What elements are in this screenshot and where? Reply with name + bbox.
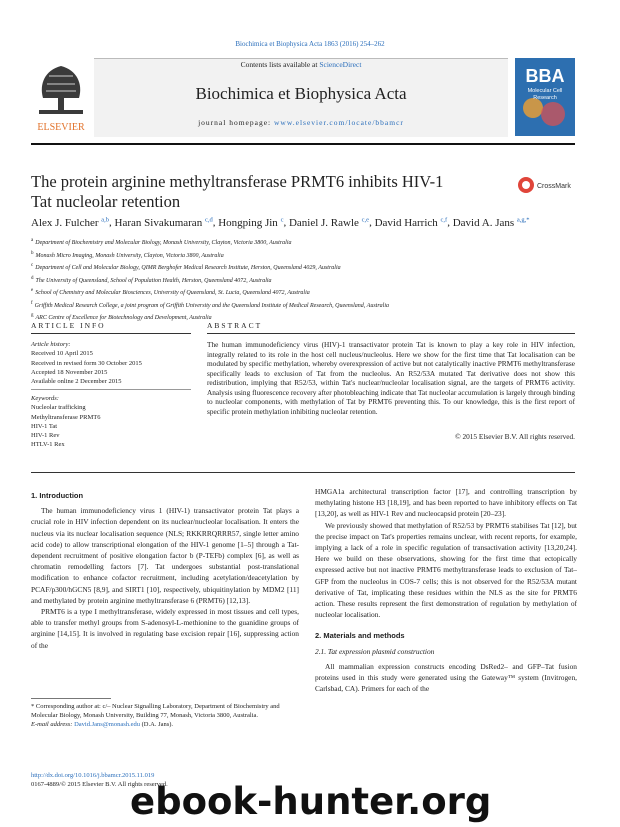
affiliation: $^b$ Monash Micro Imaging, Monash University, Clayton, Victoria 3800, Australia	[31, 250, 224, 259]
header-rule	[31, 143, 575, 145]
affiliation: $^a$ Department of Biochemistry and Molecular Biology, Monash University, Clayton, Victoria 3800, Australia	[31, 238, 292, 246]
article-info-rule	[31, 333, 191, 334]
email-label: E-mail address:	[31, 721, 75, 728]
keyword: HIV-1 Rev	[31, 432, 60, 440]
keyword: Methyltransferase PRMT6	[31, 413, 101, 421]
paragraph: We previously showed that methylation of R52/53 by PRMT6 stabilises Tat [12], but the precise impact on Tat's properties remains unclear, with recent reports, for example, implying a lack of a role in specific regulation of transactivation activity [13,20,24]. Here we build on these observations, showing for the first time that ectopically expressed active but not inactive PRMT6 methyltransferase leads to exclusion of Tat–GFP from the nucleolus in COS-7 cells; this is not observed for the R52/53A mutant derivative of Tat, implicating these residues within the NLS as the site for PRMT6 action. These results represent the first demonstration of regulation by methylation of nucleolar localisation.	[315, 520, 577, 620]
abstract-end-rule	[31, 472, 575, 473]
keywords	[31, 394, 191, 450]
article-info-label: ARTICLE INFO	[31, 321, 106, 330]
article-history	[31, 340, 191, 386]
body-column-right	[315, 486, 577, 694]
keyword: HTLV-1 Rex	[31, 441, 65, 449]
keywords-rule	[31, 389, 191, 390]
history-item: Available online 2 December 2015	[31, 378, 122, 386]
svg-text:ELSEVIER: ELSEVIER	[37, 122, 85, 133]
affiliation: $^c$ Department of Cell and Molecular Biology, QIMR Berghofer Medical Research Institute, Herston, Queensland 4029, Australia	[31, 263, 341, 271]
affiliation: $^f$ Griffith Medical Research College, a joint program of Griffith University and the Queensland Institute of Medical Research, Queensland, Australia	[31, 300, 390, 309]
corresponding-author-note: * Corresponding author at: c/– Nuclear Signalling Laboratory, Department of Biochemistry and Molecular Biology, Monash University, Building 77, Monash, Victoria 3800, Australia.	[31, 703, 280, 719]
history-label: Article history:	[31, 341, 71, 348]
author[interactable]: Haran Sivakumaran $^{c,d}$	[114, 216, 213, 229]
crossmark-badge[interactable]	[517, 176, 579, 194]
paragraph: PRMT6 is a type I methyltransferase, widely expressed in most tissues and cell types, able to transfer methyl groups from S-adenosyl-L-methionine to the guanidine groups of arginine [14,15]. It is involved in regulating base excision repair [16], suppressing action of the	[31, 607, 299, 650]
footnote-rule	[31, 698, 111, 699]
abstract-rule	[207, 333, 575, 334]
issn-line: 0167-4889/© 2015 Elsevier B.V. All rights reserved.	[31, 781, 168, 788]
email-suffix: (D.A. Jans).	[140, 721, 174, 728]
section-heading: 2. Materials and methods	[315, 631, 405, 641]
affiliation: $^d$ The University of Queensland, School of Population Health, Herston, Queensland 4072, Australia	[31, 275, 272, 284]
cover-subtitle: Molecular Cell Research	[527, 88, 563, 101]
journal-name: Biochimica et Biophysica Acta	[195, 84, 407, 103]
affiliation-list	[31, 236, 591, 324]
svg-text:BBA: BBA	[525, 66, 565, 86]
affiliation: $^e$ School of Chemistry and Molecular Biosciences, University of Queensland, St. Lucia, Queensland 4072, Australia	[31, 288, 310, 296]
email-line	[31, 720, 299, 729]
body-column-left	[31, 486, 299, 651]
author[interactable]: Hongping Jin $^c$	[218, 216, 284, 229]
author[interactable]: Daniel J. Rawle $^{c,e}$	[288, 216, 370, 229]
author[interactable]: David A. Jans $^{a,g,*}$	[452, 216, 530, 229]
journal-cover-image	[515, 58, 575, 136]
subsection-heading: 2.1. Tat expression plasmid construction	[315, 646, 435, 656]
homepage-link[interactable]: www.elsevier.com/locate/bbamcr	[274, 118, 404, 127]
history-item: Received 10 April 2015	[31, 350, 93, 358]
elsevier-logo	[31, 58, 91, 136]
author[interactable]: David Harrich $^{c,f}$	[374, 216, 448, 229]
paragraph: The human immunodeficiency virus 1 (HIV-1) transactivator protein Tat plays a crucial role in HIV infection dependent on its nuclear/nucleolar localisation. It enters the nucleus via its nuclear localisation sequence (NLS; RKKRRQRRR57, single letter amino acid code) to allow transcriptional elongation of the HIV-1 genome [1–5] through a Tat-dependent recruitment of positive elongation factor b (P-TEFb) complex [6], as well as chromatin remodelling factors [7]. Tat undergoes substantial post-translational modification to enhance cofactor recruitment, including acetylation/deacetylation by PCAF/p300/hGCN5 [8,9], and SIRT1 [10], respectively, ubiquitinylation by MDM2 [11] and methylated by protein arginine methyltransferase 6 (PRMT6) [12,13].	[31, 506, 299, 605]
keywords-label: Keywords:	[31, 395, 59, 402]
affiliation: $^g$ ARC Centre of Excellence for Biotechnology and Development, Australia	[31, 313, 212, 321]
contents-prefix: Contents lists available at	[240, 60, 320, 69]
author-list: Alex J. Fulcher $^{a,b}$, Haran Sivakumaran $^{c,d}$, Hongping Jin $^c$, Daniel J. Rawle $^{c,e}$, David Harrich $^{c,f}$, David A. Jans $^{a,g,*}$	[31, 216, 530, 229]
author[interactable]: Alex J. Fulcher $^{a,b}$	[31, 216, 110, 229]
sciencedirect-link[interactable]: ScienceDirect	[319, 60, 362, 69]
homepage-line	[94, 118, 508, 127]
keyword: Nucleolar trafficking	[31, 404, 86, 412]
contents-line	[94, 60, 508, 69]
paragraph: HMGA1a architectural transcription factor [17], and controlling transcription by methylating histone H3 [18,19], and has been reported to have inhibitory effects on Tat [13,20], as well as HIV-1 Rev and nucleocapsid protein [20–23].	[315, 487, 577, 519]
watermark: ebook-hunter.org	[130, 780, 492, 823]
section-heading: 1. Introduction	[31, 491, 84, 500]
paragraph: All mammalian expression constructs encoding DsRed2– and GFP–Tat fusion proteins used in this study were generated using the Gateway™ system (Invitrogen, Carlsbad, CA). Primers for each of the	[315, 661, 577, 694]
svg-text:CrossMark: CrossMark	[537, 183, 571, 190]
keyword: HIV-1 Tat	[31, 422, 58, 430]
abstract-copyright: © 2015 Elsevier B.V. All rights reserved.	[455, 432, 575, 441]
history-item: Accepted 18 November 2015	[31, 368, 108, 376]
footnote	[31, 702, 299, 729]
abstract-label: ABSTRACT	[207, 321, 263, 330]
article-title: The protein arginine methyltransferase PRMT6 inhibits HIV-1 Tat nucleolar retention	[31, 172, 444, 211]
homepage-prefix: journal homepage:	[198, 118, 274, 127]
abstract-text: The human immunodeficiency virus (HIV)-1 transactivator protein Tat is known to play a key role in HIV infection, integrally related to its role in the host cell nucleus/nucleolus. Here we show for the first time that Tat localisation can be modulated by specific methylation, whereby overexpression of active but not catalytically inactive PRMT6 methyltransferase specifically leads to exclusion of Tat from the nucleolus. An R52/53A mutated Tat derivative does not show this redistribution, implying that R52/53, within Tat's nuclear/nucleolar localisation signal, are the targets of PRMT6 activity. Analysis using fluorescence recovery after photobleaching indicate that Tat nucleolar accumulation is largely through binding to nucleolar components, with methylation of Tat by PRMT6 preventing this. To our knowledge, this is the first report of specific protein methylation inhibiting nucleolar retention.	[207, 340, 575, 416]
history-item: Received in revised form 30 October 2015	[31, 359, 142, 367]
journal-reference[interactable]: Biochimica et Biophysica Acta 1863 (2016) 254–262	[235, 40, 385, 48]
email-link[interactable]: David.Jans@monash.edu	[74, 721, 141, 728]
doi-link[interactable]: http://dx.doi.org/10.1016/j.bbamcr.2015.11.019	[31, 772, 155, 779]
